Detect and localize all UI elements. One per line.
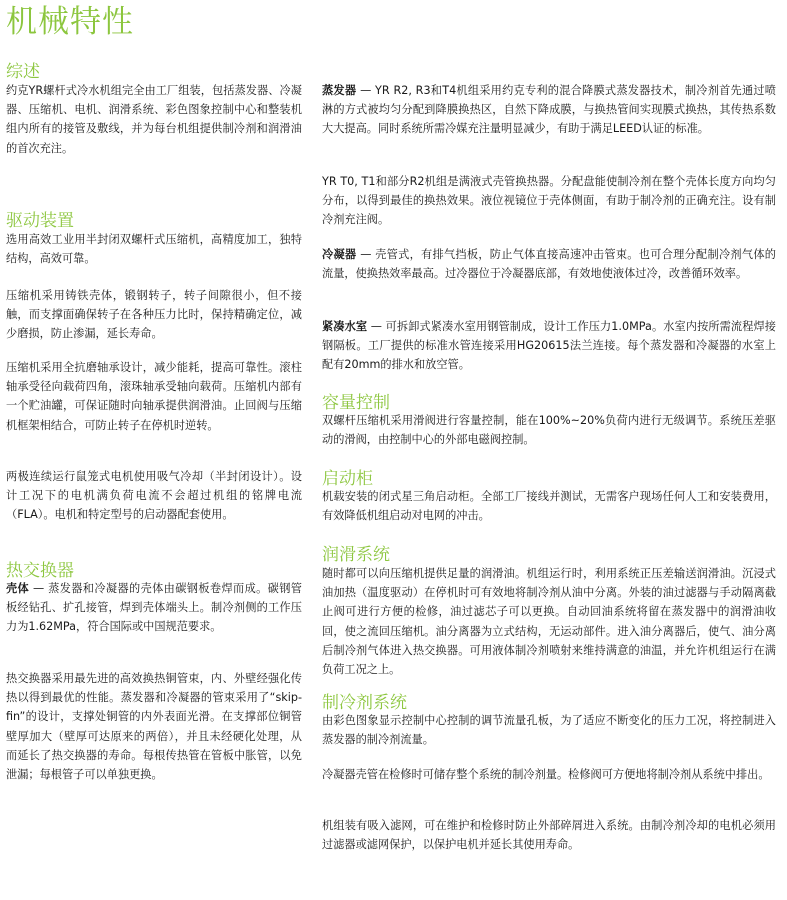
overview-heading: 综述 xyxy=(6,62,40,82)
evaporator-text-1 xyxy=(322,81,776,139)
evaporator-body: — YR R2, R3和T4机组采用约克专利的混合降膜式蒸发器技术，制冷剂首先通过喷淋的方式被均匀分配到降膜换热区，自然下降成膜，与换热管间实现膜式换热，其传热系数大大提高。同时系统所需冷媒充注量明显减少，有助于满足LEED认证的标准。 xyxy=(322,84,776,136)
shell-text: — 蒸发器和冷凝器的壳体由碳钢板卷焊而成。碳钢管板经钻孔、扩孔接管，焊到壳体端头上。制冷剂侧的工作压力为1.62MPa，符合国际或中国规范要求。 xyxy=(6,582,302,634)
drive-heading: 驱动装置 xyxy=(6,211,74,231)
capacity-heading: 容量控制 xyxy=(322,393,390,413)
refrigerant-heading: 制冷剂系统 xyxy=(322,693,407,713)
condenser-body: — 壳管式，有排气挡板，防止气体直接高速冲击管束。也可合理分配制冷剂气体的流量，使换热效率最高。过冷器位于冷凝器底部，有效地使液体过冷，改善循环效率。 xyxy=(322,248,776,281)
evaporator-text-2: YR T0, T1和部分R2机组是满液式壳管换热器。分配盘能使制冷剂在整个壳体长度方向均匀分布，以得到最佳的换热效果。液位视镜位于壳体侧面，有助于制冷剂的正确充注。设有制冷剂充注阀。 xyxy=(322,175,776,227)
condenser-label: 冷凝器 xyxy=(322,248,357,261)
refrigerant-text-2: 冷凝器壳管在检修时可储存整个系统的制冷剂量。检修阀可方便地将制冷剂从系统中排出。 xyxy=(322,768,770,781)
page-title: 机械特性 xyxy=(6,4,134,40)
refrigerant-text-3: 机组装有吸入滤网，可在维护和检修时防止外部碎屑进入系统。由制冷剂冷却的电机必须用过滤器或滤网保护，以保护电机并延长其使用寿命。 xyxy=(322,819,776,852)
capacity-text: 双螺杆压缩机采用滑阀进行容量控制，能在100%~20%负荷内进行无级调节。系统压差驱动的滑阀，由控制中心的外部电磁阀控制。 xyxy=(322,414,776,447)
heat-exchanger-text-2: 热交换器采用最先进的高效换热铜管束，内、外壁经强化传热以得到最优的性能。蒸发器和冷凝器的管束采用了“skip-fin”的设计，支撑处铜管的内外表面光滑。在支撑部位铜管壁厚加大（壁厚可达原来的两倍），并且未经硬化处理，从而延长了热交换器的寿命。每根传热管在管板中胀管，以免泄漏；每根管子可以单独更换。 xyxy=(6,672,302,782)
refrigerant-text-1: 由彩色图象显示控制中心控制的调节流量孔板，为了适应不断变化的压力工况，将控制进入蒸发器的制冷剂流量。 xyxy=(322,714,776,747)
heat-exchanger-heading: 热交换器 xyxy=(6,561,74,581)
drive-text-1: 选用高效工业用半封闭双螺杆式压缩机，高精度加工，独特结构，高效可靠。 xyxy=(6,233,302,266)
lubrication-text: 随时都可以向压缩机提供足量的润滑油。机组运行时，利用系统正压差输送润滑油。沉浸式油加热（温度驱动）在停机时可有效地将制冷剂从油中分离。外装的油过滤器与手动隔离截止阀可进行方便的检修，油过滤芯子可以更换。自动回油系统将留在蒸发器中的润滑油收回，使之流回压缩机。油分离器为立式结构，无运动部件。进入油分离器后，使气、油分离后制冷剂气体进入热交换器。可用液体制冷剂喷射来维持满意的油温，并允许机组运行在满负荷工况之上。 xyxy=(322,567,776,677)
drive-text-4: 两极连续运行鼠笼式电机使用吸气冷却（半封闭设计）。设计工况下的电机满负荷电流不会超过机组的铭牌电流（FLA）。电机和特定型号的启动器配套使用。 xyxy=(6,470,302,522)
starter-heading: 启动柜 xyxy=(322,469,373,489)
heat-exchanger-text-1 xyxy=(6,579,302,637)
drive-text-2: 压缩机采用铸铁壳体，锻钢转子，转子间隙很小，但不接触，而支撑面确保转子在各种压力比时，保持精确定位，减少磨损，防止渗漏，延长寿命。 xyxy=(6,289,302,341)
drive-text-3: 压缩机采用全抗磨轴承设计，减少能耗，提高可靠性。滚柱轴承受径向载荷四角，滚珠轴承受轴向载荷。压缩机内部有一个贮油罐，可保证随时向轴承提供润滑油。止回阀与压缩机框架相结合，可防止转子在停机时逆转。 xyxy=(6,361,302,432)
water-box-label: 紧凑水室 xyxy=(322,320,368,333)
overview-text: 约克YR螺杆式冷水机组完全由工厂组装，包括蒸发器、冷凝器、压缩机、电机、润滑系统、彩色图象控制中心和整装机组内所有的接管及敷线，并为每台机组提供制冷剂和润滑油的首次充注。 xyxy=(6,84,302,155)
water-box-text xyxy=(322,317,776,375)
lubrication-heading: 润滑系统 xyxy=(322,545,390,565)
water-box-body: — 可拆卸式紧凑水室用钢管制成，设计工作压力1.0MPa。水室内按所需流程焊接钢隔板。工厂提供的标准水管连接采用HG20615法兰连接。每个蒸发器和冷凝器的水室上配有20mm的排水和放空管。 xyxy=(322,320,776,372)
starter-text: 机载安装的闭式星三角启动柜。全部工厂接线并测试，无需客户现场任何人工和安装费用，有效降低机组启动对电网的冲击。 xyxy=(322,490,776,523)
shell-label: 壳体 xyxy=(6,582,30,595)
evaporator-label: 蒸发器 xyxy=(322,84,357,97)
condenser-text xyxy=(322,245,776,283)
